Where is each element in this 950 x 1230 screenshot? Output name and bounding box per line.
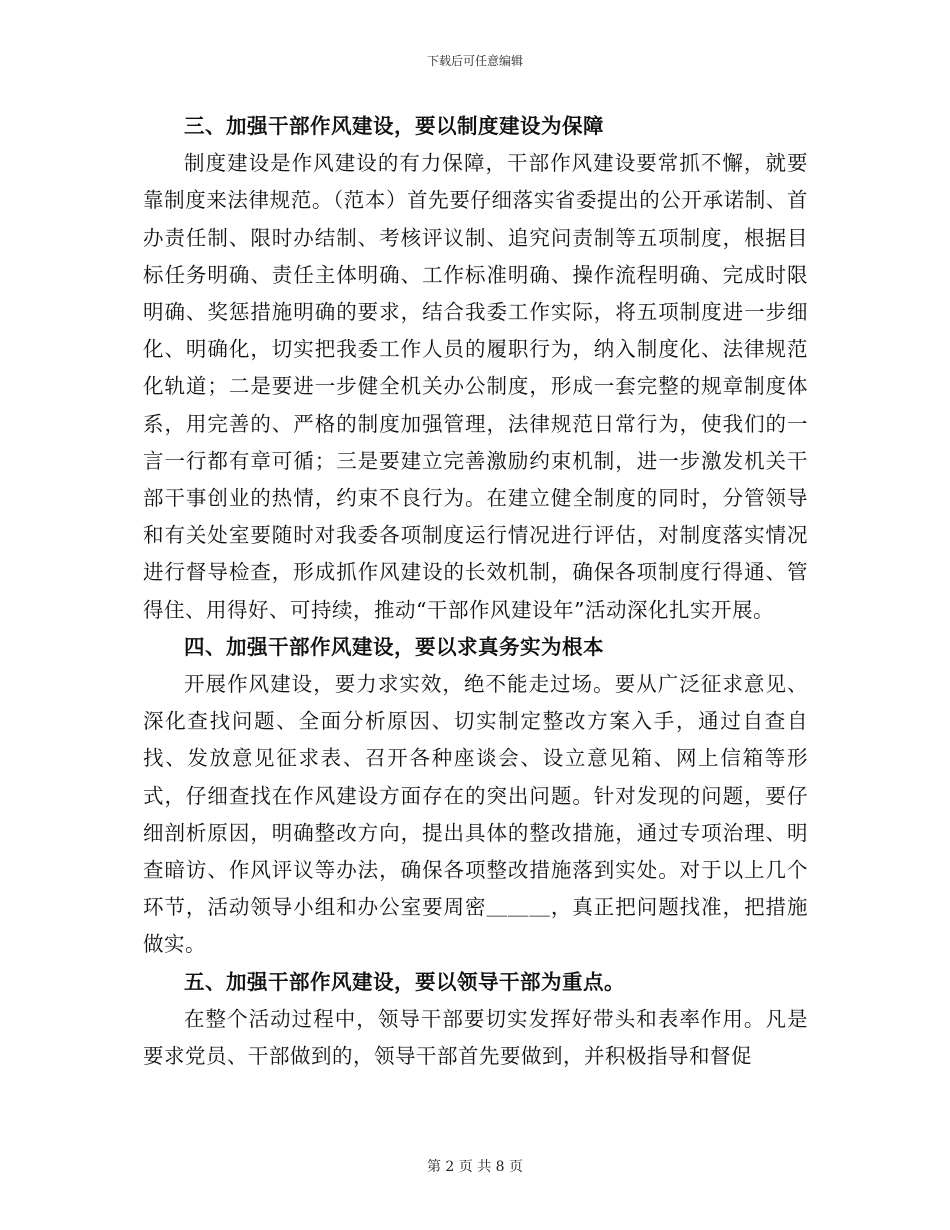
document-body [143,108,808,1075]
page-header: 下载后可任意编辑 [426,54,523,68]
page-footer: 第 2 页 共 8 页 [426,1159,524,1175]
section-paragraph-4: 开展作风建设，要力求实效，绝不能走过场。要从广泛征求意见、深化查找问题、全面分析原因、切实制定整改方案入手，通过自查自找、发放意见征求表、召开各种座谈会、设立意见箱、网上信箱等形式，仔细查找在作风建设方面存在的突出问题。针对发现的问题，要仔细剖析原因，明确整改方向，提出具体的整改措施，通过专项治理、明查暗访、作风评议等办法，确保各项整改措施落到实处。对于以上几个环节，活动领导小组和办公室要周密＿＿＿，真正把问题找准，把措施做实。 [143,672,808,957]
section-paragraph-5: 在整个活动过程中，领导干部要切实发挥好带头和表率作用。凡是要求党员、干部做到的，领导干部首先要做到，并积极指导和督促 [143,1006,808,1069]
section-paragraph-3: 制度建设是作风建设的有力保障，干部作风建设要常抓不懈，就要靠制度来法律规范。（范本）首先要仔细落实省委提出的公开承诺制、首办责任制、限时办结制、考核评议制、追究问责制等五项制度，根据目标任务明确、责任主体明确、工作标准明确、操作流程明确、完成时限明确、奖惩措施明确的要求，结合我委工作实际，将五项制度进一步细化、明确化，切实把我委工作人员的履职行为，纳入制度化、法律规范化轨道；二是要进一步健全机关办公制度，形成一套完整的规章制度体系，用完善的、严格的制度加强管理，法律规范日常行为，使我们的一言一行都有章可循；三是要建立完善激励约束机制，进一步激发机关干部干事创业的热情，约束不良行为。在建立健全制度的同时，分管领导和有关处室要随时对我委各项制度运行情况进行评估，对制度落实情况进行督导检查，形成抓作风建设的长效机制，确保各项制度行得通、管得住、用得好、可持续，推动“干部作风建设年”活动深化扎实开展。 [143,151,808,622]
section-title-4: 四、加强干部作风建设，要以求真务实为根本 [184,634,604,659]
section-title-5: 五、加强干部作风建设，要以领导干部为重点。 [184,969,625,994]
section-title-3: 三、加强干部作风建设，要以制度建设为保障 [184,114,604,138]
